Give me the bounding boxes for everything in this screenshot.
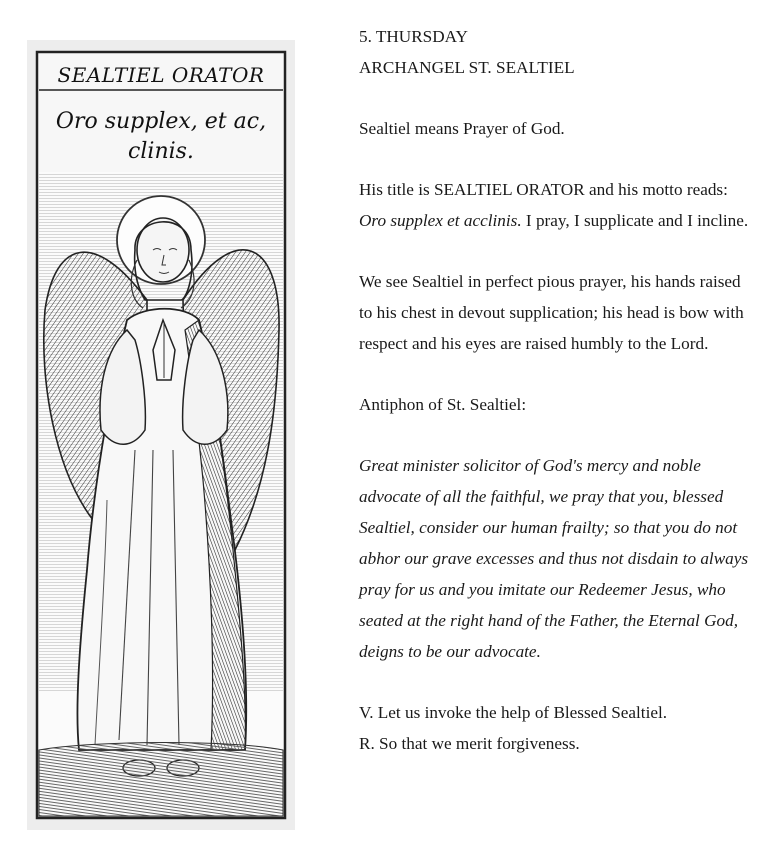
antiphon-text: Great minister solicitor of God's mercy and noble advocate of all the faithful, we pray that you, blessed Sealtiel, consider our human frailty; so that you do not abhor our grave excesses and thus not disdain to always pray for us and you imitate our Redeemer Jesus, who seated at the right hand of the Father, the Eternal God, deigns to be our advocate. <box>359 456 749 661</box>
motto-text: Oro supplex et acclinis. <box>359 211 522 230</box>
versicle-line: V. Let us invoke the help of Blessed Sealtiel. <box>359 703 668 722</box>
title-paragraph <box>359 174 754 236</box>
title-text-post: I pray, I supplicate and I incline. <box>521 211 749 230</box>
article-text <box>359 21 754 789</box>
engraving-motto-line1: Oro supplex, et ac, <box>55 109 267 134</box>
description-paragraph: We see Sealtiel in perfect pious prayer, his hands raised to his chest in devout supplication; his head is bow with respect and his eyes are raised humbly to the Lord. <box>359 272 744 353</box>
archangel-engraving-frame <box>27 40 295 830</box>
antiphon-label: Antiphon of St. Sealtiel: <box>359 395 527 414</box>
archangel-sealtiel-engraving <box>35 50 287 820</box>
meaning-paragraph: Sealtiel means Prayer of God. <box>359 119 565 138</box>
versicle-response-block <box>359 697 754 759</box>
day-heading: 5. THURSDAY <box>359 27 468 46</box>
archangel-heading: ARCHANGEL ST. SEALTIEL <box>359 58 575 77</box>
response-line: R. So that we merit forgiveness. <box>359 734 580 753</box>
engraving-motto-line2: clinis. <box>128 139 194 164</box>
engraving-banner-title: SEALTIEL ORATOR <box>57 63 265 87</box>
heading-block <box>359 21 754 83</box>
title-text-pre: His title is SEALTIEL ORATOR and his motto reads: <box>359 180 728 199</box>
